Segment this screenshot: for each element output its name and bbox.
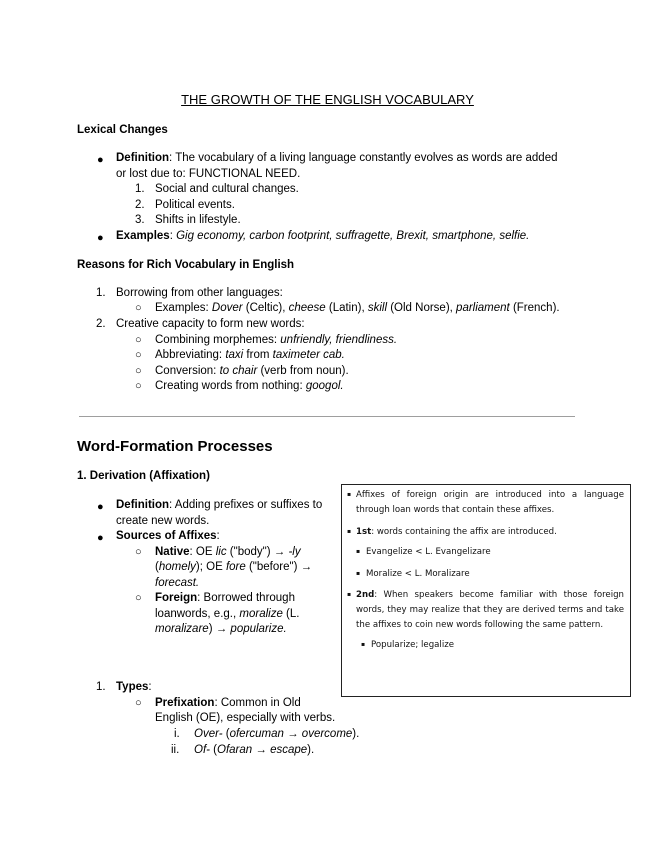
bullet-disc: ●	[97, 501, 104, 513]
native-line3: forecast.	[155, 577, 200, 589]
slide-p3-line1: 2nd: When speakers become familiar with those foreign	[356, 590, 624, 600]
types-label: Types:	[116, 681, 152, 693]
bullet-circle: ○	[135, 697, 142, 709]
slide-p3-line3: the affixes to coin new words following the same pattern.	[356, 620, 604, 630]
list-item: Borrowing from other languages:	[116, 287, 283, 299]
roman-num: i.	[174, 728, 180, 740]
list-item: Of- (Ofaran → escape).	[194, 744, 315, 756]
list-item: Creating words from nothing: googol.	[155, 380, 344, 392]
bullet-disc: ●	[97, 154, 104, 166]
list-item: Social and cultural changes.	[155, 183, 299, 195]
slide-bullet: ▪	[347, 591, 352, 598]
foreign-line3: moralizare) → popularize.	[155, 623, 287, 635]
prefixation-line2: English (OE), especially with verbs.	[155, 712, 336, 724]
slide-p1-line1: Affixes of foreign origin are introduced into a language	[356, 490, 624, 500]
horizontal-divider	[79, 416, 575, 417]
bullet-circle: ○	[135, 380, 142, 392]
slide-bullet: ▪	[347, 528, 352, 535]
slide-sub-bullet: ▪	[356, 570, 361, 577]
lexical-definition-line2: or lost due to: FUNCTIONAL NEED.	[116, 168, 301, 180]
embedded-slide-image	[341, 484, 631, 697]
slide-sub-bullet: ▪	[361, 641, 366, 648]
bullet-circle: ○	[135, 349, 142, 361]
bullet-disc: ●	[97, 232, 104, 244]
list-num: 1.	[96, 681, 106, 693]
foreign-line1: Foreign: Borrowed through	[155, 592, 295, 604]
lexical-definition-line1: Definition: The vocabulary of a living language constantly evolves as words are added	[116, 152, 558, 164]
slide-bullet: ▪	[347, 491, 352, 498]
list-item: Combining morphemes: unfriendly, friendliness.	[155, 334, 398, 346]
list-num: 1.	[135, 183, 145, 195]
slide-sub-bullet: ▪	[356, 548, 361, 555]
borrowing-examples: Examples: Dover (Celtic), cheese (Latin), skill (Old Norse), parliament (French).	[155, 302, 560, 314]
bullet-circle: ○	[135, 302, 142, 314]
derivation-heading: 1. Derivation (Affixation)	[77, 470, 210, 482]
lexical-changes-heading: Lexical Changes	[77, 124, 168, 136]
lexical-examples: Examples: Gig economy, carbon footprint, suffragette, Brexit, smartphone, selfie.	[116, 230, 530, 242]
slide-p3-line2: words, they may realize that they are derived terms and take	[356, 605, 624, 615]
prefixation-line1: Prefixation: Common in Old	[155, 697, 301, 709]
slide-p2: 1st: words containing the affix are introduced.	[356, 527, 557, 537]
foreign-line2: loanwords, e.g., moralize (L.	[155, 608, 300, 620]
list-item: Abbreviating: taxi from taximeter cab.	[155, 349, 345, 361]
bullet-disc: ●	[97, 532, 104, 544]
roman-num: ii.	[171, 744, 180, 756]
bullet-circle: ○	[135, 365, 142, 377]
bullet-circle: ○	[135, 334, 142, 346]
list-num: 1.	[96, 287, 106, 299]
bullet-circle: ○	[135, 592, 142, 604]
list-item: Conversion: to chair (verb from noun).	[155, 365, 349, 377]
bullet-circle: ○	[135, 546, 142, 558]
slide-p1-line2: through loan words that contain these affixes.	[356, 505, 555, 515]
list-num: 3.	[135, 214, 145, 226]
sources-label: Sources of Affixes:	[116, 530, 220, 542]
word-formation-heading: Word-Formation Processes	[77, 438, 273, 455]
list-num: 2.	[96, 318, 106, 330]
page-title: THE GROWTH OF THE ENGLISH VOCABULARY	[181, 92, 474, 107]
list-item: Shifts in lifestyle.	[155, 214, 241, 226]
reasons-heading: Reasons for Rich Vocabulary in English	[77, 259, 295, 271]
native-line2: (homely); OE fore ("before") →	[155, 561, 313, 573]
slide-example-1: Evangelize < L. Evangelizare	[366, 547, 491, 557]
list-item: Creative capacity to form new words:	[116, 318, 305, 330]
list-item: Political events.	[155, 199, 235, 211]
list-item: Over- (ofercuman → overcome).	[194, 728, 360, 740]
native-line1: Native: OE lic ("body") → -ly	[155, 546, 301, 558]
slide-example-3: Popularize; legalize	[371, 640, 455, 650]
derivation-definition-line2: create new words.	[116, 515, 210, 527]
list-num: 2.	[135, 199, 145, 211]
slide-example-2: Moralize < L. Moralizare	[366, 569, 470, 579]
derivation-definition-line1: Definition: Adding prefixes or suffixes to	[116, 499, 323, 511]
